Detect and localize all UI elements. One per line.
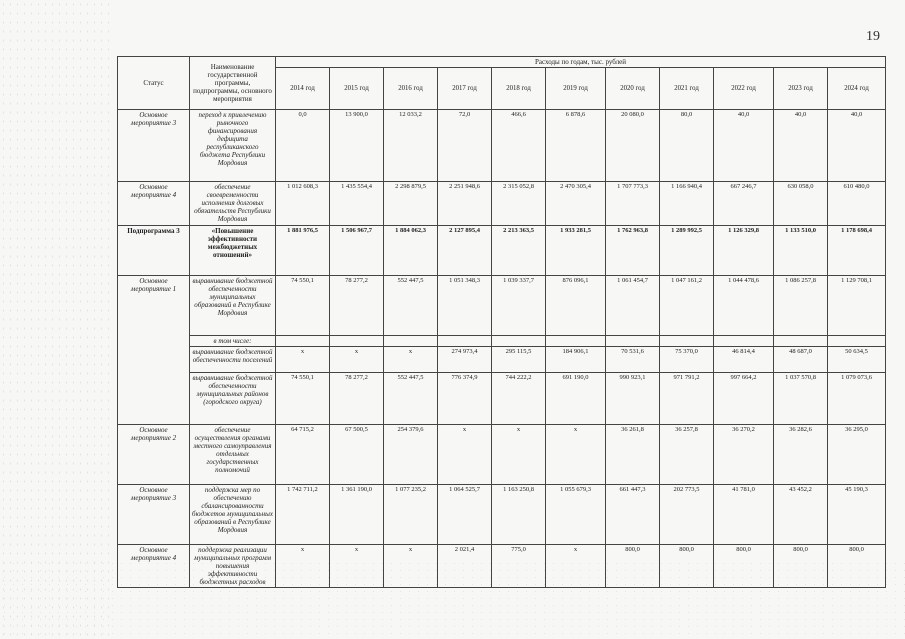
value-cell: 1 762 963,8 [606, 226, 660, 276]
value-cell: 64 715,2 [276, 425, 330, 485]
value-cell: 800,0 [828, 545, 886, 588]
value-cell: 876 096,1 [546, 276, 606, 336]
name-cell: обеспечение осуществления органами местного самоуправления отдельных государственных полномочий [190, 425, 276, 485]
value-cell: 1 051 348,3 [438, 276, 492, 336]
value-cell: 20 080,0 [606, 110, 660, 182]
scan-noise-left [0, 0, 110, 639]
value-cell: 50 634,5 [828, 347, 886, 373]
value-cell: 1 055 679,3 [546, 485, 606, 545]
value-cell: 800,0 [774, 545, 828, 588]
value-cell: 184 906,1 [546, 347, 606, 373]
status-cell: Подпрограмма 3 [118, 226, 190, 276]
value-cell: 1 163 250,8 [492, 485, 546, 545]
year-header: 2015 год [330, 68, 384, 110]
value-cell: 800,0 [660, 545, 714, 588]
value-cell: 74 550,1 [276, 276, 330, 336]
value-cell [546, 336, 606, 347]
year-header: 2020 год [606, 68, 660, 110]
value-cell: 254 379,6 [384, 425, 438, 485]
status-cell: Основное мероприятие 3 [118, 485, 190, 545]
name-cell: переход к привлечению рыночного финансирования дефицита республиканского бюджета Республики Мордовия [190, 110, 276, 182]
value-cell: 744 222,2 [492, 373, 546, 425]
value-cell: 40,0 [714, 110, 774, 182]
value-cell: 2 470 305,4 [546, 182, 606, 226]
table-row [118, 182, 886, 226]
year-header: 2017 год [438, 68, 492, 110]
status-cell: Основное мероприятие 4 [118, 182, 190, 226]
value-cell: 691 190,0 [546, 373, 606, 425]
value-cell: 46 814,4 [714, 347, 774, 373]
year-header: 2024 год [828, 68, 886, 110]
value-cell: 971 791,2 [660, 373, 714, 425]
status-cell: Основное мероприятие 2 [118, 425, 190, 485]
value-cell: 775,0 [492, 545, 546, 588]
value-cell: 1 064 525,7 [438, 485, 492, 545]
value-cell: 610 480,0 [828, 182, 886, 226]
value-cell [828, 336, 886, 347]
value-cell: 12 033,2 [384, 110, 438, 182]
year-header: 2014 год [276, 68, 330, 110]
value-cell: 1 037 570,8 [774, 373, 828, 425]
value-cell: 295 115,5 [492, 347, 546, 373]
value-cell: 67 500,5 [330, 425, 384, 485]
table-row [118, 545, 886, 588]
table-row [118, 226, 886, 276]
value-cell: 630 058,0 [774, 182, 828, 226]
value-cell [276, 336, 330, 347]
value-cell: 1 133 510,0 [774, 226, 828, 276]
year-header: 2018 год [492, 68, 546, 110]
value-cell: 48 687,0 [774, 347, 828, 373]
value-cell: 2 315 052,8 [492, 182, 546, 226]
value-cell: 78 277,2 [330, 373, 384, 425]
year-header: 2019 год [546, 68, 606, 110]
value-cell: 1 126 329,8 [714, 226, 774, 276]
value-cell: х [546, 425, 606, 485]
value-cell: 75 370,0 [660, 347, 714, 373]
value-cell: 1 435 554,4 [330, 182, 384, 226]
value-cell: 552 447,5 [384, 276, 438, 336]
table-row [118, 110, 886, 182]
name-cell: поддержка реализации муниципальных программ повышения эффективности бюджетных расходов [190, 545, 276, 588]
value-cell: 1 506 967,7 [330, 226, 384, 276]
table-row [118, 347, 886, 373]
status-header: Статус [118, 57, 190, 110]
value-cell: 1 039 337,7 [492, 276, 546, 336]
value-cell [330, 336, 384, 347]
value-cell: 1 166 940,4 [660, 182, 714, 226]
value-cell: 1 077 235,2 [384, 485, 438, 545]
value-cell: 800,0 [714, 545, 774, 588]
value-cell: х [546, 545, 606, 588]
value-cell: х [330, 347, 384, 373]
name-cell: поддержка мер по обеспечению сбалансированности бюджетов муниципальных образований в Республике Мордовия [190, 485, 276, 545]
expenses-header: Расходы по годам, тыс. рублей [276, 57, 886, 68]
value-cell: х [438, 425, 492, 485]
table-row [118, 336, 886, 347]
status-cell: Основное мероприятие 4 [118, 545, 190, 588]
value-cell [774, 336, 828, 347]
value-cell: 36 257,8 [660, 425, 714, 485]
value-cell: 2 021,4 [438, 545, 492, 588]
value-cell: 1 289 992,5 [660, 226, 714, 276]
value-cell: 43 452,2 [774, 485, 828, 545]
value-cell [660, 336, 714, 347]
value-cell: 2 127 895,4 [438, 226, 492, 276]
year-header: 2021 год [660, 68, 714, 110]
page-number: 19 [866, 29, 880, 44]
value-cell [492, 336, 546, 347]
value-cell: 6 878,6 [546, 110, 606, 182]
value-cell: 1 884 062,3 [384, 226, 438, 276]
value-cell: 1 178 698,4 [828, 226, 886, 276]
value-cell: 1 933 281,5 [546, 226, 606, 276]
name-cell: выравнивание бюджетной обеспеченности муниципальных образований в Республике Мордовия [190, 276, 276, 336]
value-cell: 40,0 [774, 110, 828, 182]
value-cell: 990 923,1 [606, 373, 660, 425]
year-header: 2022 год [714, 68, 774, 110]
value-cell: 2 251 948,6 [438, 182, 492, 226]
value-cell: х [384, 545, 438, 588]
name-cell: выравнивание бюджетной обеспеченности поселений [190, 347, 276, 373]
table-row [118, 425, 886, 485]
value-cell: 1 061 454,7 [606, 276, 660, 336]
value-cell [714, 336, 774, 347]
header-row-1 [118, 57, 886, 68]
value-cell: 36 261,8 [606, 425, 660, 485]
year-header: 2023 год [774, 68, 828, 110]
table-row [118, 485, 886, 545]
value-cell: 800,0 [606, 545, 660, 588]
value-cell: х [384, 347, 438, 373]
value-cell: 1 044 478,6 [714, 276, 774, 336]
value-cell [606, 336, 660, 347]
value-cell: 1 086 257,8 [774, 276, 828, 336]
table-row [118, 373, 886, 425]
value-cell: 70 531,6 [606, 347, 660, 373]
value-cell: 74 550,1 [276, 373, 330, 425]
value-cell: 661 447,3 [606, 485, 660, 545]
value-cell: 1 361 190,0 [330, 485, 384, 545]
value-cell: 80,0 [660, 110, 714, 182]
value-cell: 997 664,2 [714, 373, 774, 425]
value-cell: 41 781,0 [714, 485, 774, 545]
value-cell: 72,0 [438, 110, 492, 182]
value-cell: 0,0 [276, 110, 330, 182]
table-row [118, 276, 886, 336]
value-cell: 202 773,5 [660, 485, 714, 545]
value-cell: х [276, 545, 330, 588]
status-cell: Основное мероприятие 1 [118, 276, 190, 425]
value-cell: 552 447,5 [384, 373, 438, 425]
value-cell [438, 336, 492, 347]
value-cell: 36 270,2 [714, 425, 774, 485]
name-cell: в том числе: [190, 336, 276, 347]
value-cell: 36 282,6 [774, 425, 828, 485]
value-cell: 2 213 363,5 [492, 226, 546, 276]
value-cell: 667 246,7 [714, 182, 774, 226]
budget-table [117, 56, 886, 588]
value-cell: 1 012 608,3 [276, 182, 330, 226]
value-cell: 2 298 879,5 [384, 182, 438, 226]
value-cell: 45 190,3 [828, 485, 886, 545]
value-cell: 1 079 073,6 [828, 373, 886, 425]
value-cell: 466,6 [492, 110, 546, 182]
value-cell: 13 900,0 [330, 110, 384, 182]
value-cell: 776 374,9 [438, 373, 492, 425]
value-cell: 1 707 773,3 [606, 182, 660, 226]
value-cell: 78 277,2 [330, 276, 384, 336]
value-cell: 1 129 708,1 [828, 276, 886, 336]
name-cell: «Повышение эффективности межбюджетных отношений» [190, 226, 276, 276]
name-cell: обеспечение своевременности исполнения долговых обязательств Республики Мордовия [190, 182, 276, 226]
value-cell: 36 295,0 [828, 425, 886, 485]
value-cell: 1 047 161,2 [660, 276, 714, 336]
value-cell: 1 881 976,5 [276, 226, 330, 276]
value-cell: х [276, 347, 330, 373]
value-cell: 274 973,4 [438, 347, 492, 373]
status-cell: Основное мероприятие 3 [118, 110, 190, 182]
name-header: Наименование государственной программы, подпрограммы, основного мероприятия [190, 57, 276, 110]
value-cell: х [330, 545, 384, 588]
value-cell [384, 336, 438, 347]
year-header: 2016 год [384, 68, 438, 110]
value-cell: 40,0 [828, 110, 886, 182]
value-cell: 1 742 711,2 [276, 485, 330, 545]
value-cell: х [492, 425, 546, 485]
name-cell: выравнивание бюджетной обеспеченности муниципальных районов (городского округа) [190, 373, 276, 425]
